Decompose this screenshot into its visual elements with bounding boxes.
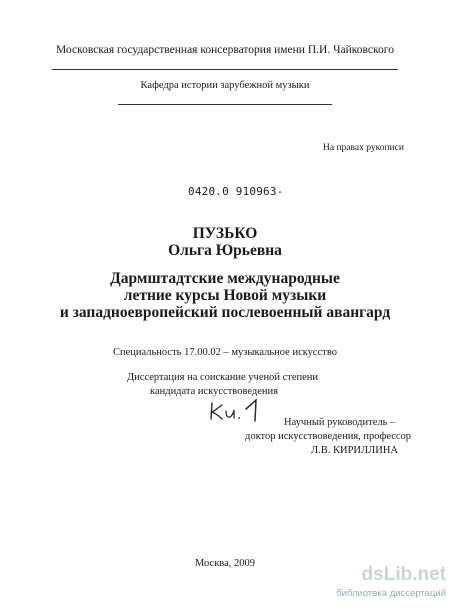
institution-name: Московская государственная консерватория имени П.И. Чайковского bbox=[56, 44, 394, 56]
manuscript-rights-note: На правах рукописи bbox=[323, 143, 404, 153]
department-divider bbox=[118, 104, 332, 105]
watermark-subtitle: библиотека диссертаций bbox=[336, 588, 446, 599]
svg-text:dsLib.net: dsLib.net bbox=[361, 564, 446, 585]
title-line-1: Дармштадтские международные bbox=[110, 270, 340, 287]
dslib-watermark bbox=[328, 561, 446, 611]
supervisor-role: Научный руководитель – bbox=[284, 417, 396, 428]
dslib-logo-icon bbox=[328, 561, 446, 585]
handwritten-mark-icon bbox=[208, 397, 278, 425]
header-divider bbox=[52, 69, 398, 70]
degree-line-1: Диссертация на соискание ученой степени bbox=[127, 372, 319, 383]
specialty-line: Специальность 17.00.02 – музыкальное искусство bbox=[113, 347, 337, 358]
supervisor-degree: доктор искусствоведения, профессор bbox=[245, 431, 412, 442]
city-year: Москва, 2009 bbox=[194, 558, 256, 569]
title-line-3: и западноевропейский послевоенный авангард bbox=[59, 304, 391, 321]
author-given-names: Ольга Юрьевна bbox=[168, 242, 282, 259]
title-line-2: летние курсы Новой музыки bbox=[123, 287, 327, 304]
department-name: Кафедра истории зарубежной музыки bbox=[140, 80, 310, 91]
author-surname: ПУЗЬКО bbox=[192, 225, 258, 242]
registration-number: 0420.0 910963- bbox=[188, 185, 284, 198]
degree-line-2: кандидата искусствоведения bbox=[150, 386, 278, 397]
supervisor-name: Л.В. КИРИЛЛИНА bbox=[311, 445, 398, 456]
